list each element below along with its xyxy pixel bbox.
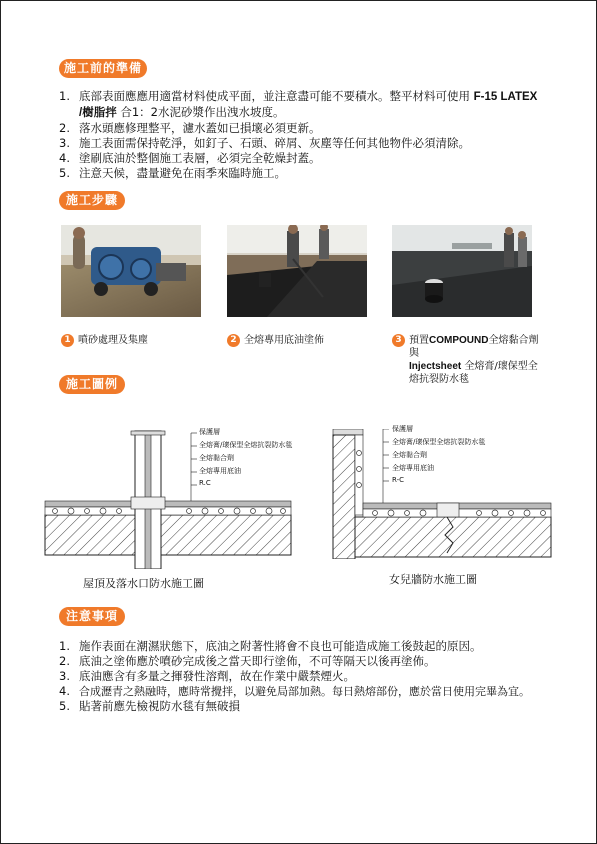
list-item: 4. 合成瀝青之熱融時，應時常攪拌，以避免局部加熱。每日熱熔部份，應於當日使用完畢為宜。	[59, 684, 530, 698]
section-title-notes: 注意事項	[59, 607, 125, 626]
list-item: 3. 底油應含有多量之揮發性溶劑，故在作業中嚴禁煙火。	[59, 669, 355, 683]
compound-image	[392, 225, 532, 317]
step-caption-1: 1 噴砂處理及集塵	[61, 334, 201, 347]
diagram-left-label-4: 全熔專用底油	[199, 467, 241, 475]
diagram-left-label-3: 全熔黏合劑	[199, 454, 234, 462]
diagram-right-label-2: 全熔膏/瓌保型全熔抗裂防水毯	[392, 438, 486, 446]
photo-compound	[392, 225, 532, 317]
step-caption-3: 3 預置COMPOUND全熔黏合劑與 Injectsheet 全熔膏/瓌保型全 熔抗裂防水毯	[392, 334, 542, 386]
primer-image	[227, 225, 367, 317]
section-title-diagram: 施工圖例	[59, 375, 125, 394]
parapet-diagram	[329, 429, 555, 559]
list-item: 3. 施工表面需保持乾淨，如釘子、石頭、碎屑、灰塵等任何其他物件必須清除。	[59, 136, 470, 150]
step-badge: 2	[227, 334, 240, 347]
step-caption-2: 2 全熔專用底油塗佈	[227, 334, 367, 347]
diagram-right-caption: 女兒牆防水施工圖	[389, 573, 477, 586]
diagram-right-label-5: R-C	[392, 476, 404, 484]
photo-sandblasting	[61, 225, 201, 317]
step-badge: 1	[61, 334, 74, 347]
sandblasting-image	[61, 225, 201, 317]
diagram-left-label-2: 全熔膏/瓌保型全熔抗裂防水毯	[199, 441, 293, 449]
list-item: 1. 施作表面在潮濕狀態下，底油之附著性將會不良也可能造成施工後鼓起的原因。	[59, 639, 482, 653]
notes-list	[59, 639, 579, 714]
step-badge: 3	[392, 334, 405, 347]
list-item: 1. 底部表面應應用適當材料使成平面，並注意盡可能不要積水。整平材料可使用 F-15 LATEX /樹脂拌 合1：2水泥砂漿作出洩水坡度。	[59, 89, 538, 119]
prep-list	[59, 89, 559, 181]
section-title-prep: 施工前的準備	[59, 59, 147, 78]
list-item: 5. 貼著前應先檢視防水毯有無破損	[59, 699, 240, 713]
diagram-left-caption: 屋頂及落水口防水施工圖	[83, 577, 204, 590]
photo-primer	[227, 225, 367, 317]
diagram-right-label-3: 全熔黏合劑	[392, 451, 427, 459]
list-item: 4. 塗刷底油於整個施工表層，必須完全乾燥封蓋。	[59, 151, 321, 165]
diagram-right-label-4: 全熔專用底油	[392, 464, 434, 472]
diagram-left-label-1: 保護層	[199, 428, 220, 436]
section-title-steps: 施工步驟	[59, 191, 125, 210]
list-item: 5. 注意天候，盡量避免在雨季來臨時施工。	[59, 166, 286, 180]
diagram-right-label-1: 保護層	[392, 425, 413, 433]
list-item: 2. 落水頭應修理整平，濾水蓋如已損壞必須更新。	[59, 121, 321, 135]
diagram-left-label-5: R.C	[199, 479, 211, 487]
list-item: 2. 底油之塗佈應於噴砂完成後之當天即行塗佈，不可等隔天以後再塗佈。	[59, 654, 436, 668]
